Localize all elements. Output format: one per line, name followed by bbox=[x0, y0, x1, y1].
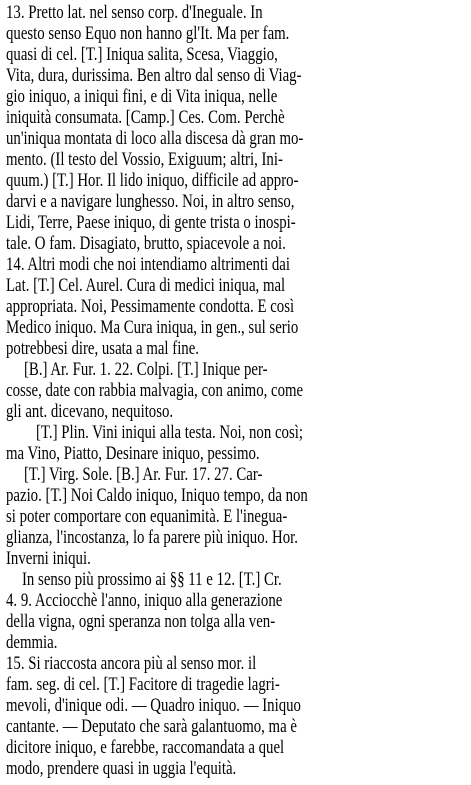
text-line: modo, prendere quasi in uggia l'equità. bbox=[6, 758, 237, 779]
text-line: si poter comportare con equanimità. E l'inegua- bbox=[6, 506, 288, 527]
text-line: iniquità consumata. [Camp.] Ces. Com. Perchè bbox=[6, 107, 285, 128]
text-line: cosse, date con rabbia malvagia, con animo, come bbox=[6, 380, 304, 401]
text-line: [B.] Ar. Fur. 1. 22. Colpi. [T.] Inique per- bbox=[24, 359, 268, 380]
text-line: mevoli, d'inique odi. — Quadro iniquo. — Iniquo bbox=[6, 695, 301, 716]
text-line: un'iniqua montata di loco alla discesa dà gran mo- bbox=[6, 128, 304, 149]
text-line: demmia. bbox=[6, 632, 58, 653]
text-line: cantante. — Deputato che sarà galantuomo, ma è bbox=[6, 716, 297, 737]
text-line: gio iniquo, a iniqui fini, e di Vita iniqua, nelle bbox=[6, 86, 278, 107]
text-line: ma Vino, Piatto, Desinare iniquo, pessimo. bbox=[6, 443, 260, 464]
text-line: Inverni iniqui. bbox=[6, 548, 91, 569]
text-line: dicitore iniquo, e farebbe, raccomandata a quel bbox=[6, 737, 285, 758]
text-line: mento. (Il testo del Vossio, Exiguum; altri, Ini- bbox=[6, 149, 283, 170]
text-line: quasi di cel. [T.] Iniqua salita, Scesa, Viaggio, bbox=[6, 44, 278, 65]
text-line: Medico iniquo. Ma Cura iniqua, in gen., sul serio bbox=[6, 317, 299, 338]
text-line: gli ant. dicevano, nequitoso. bbox=[6, 401, 174, 422]
text-line: [T.] Virg. Sole. [B.] Ar. Fur. 17. 27. Car- bbox=[24, 464, 263, 485]
text-line: questo senso Equo non hanno gl'It. Ma per fam. bbox=[6, 23, 290, 44]
text-line: appropriata. Noi, Pessimamente condotta. E così bbox=[6, 296, 295, 317]
text-line: della vigna, ogni speranza non tolga alla ven- bbox=[6, 611, 276, 632]
text-line: quum.) [T.] Hor. Il lido iniquo, difficile ad appro- bbox=[6, 170, 299, 191]
text-line: 13. Pretto lat. nel senso corp. d'Ineguale. In bbox=[6, 2, 263, 23]
text-line: fam. seg. di cel. [T.] Facitore di tragedie lagri- bbox=[6, 674, 280, 695]
text-line: pazio. [T.] Noi Caldo iniquo, Iniquo tempo, da non bbox=[6, 485, 308, 506]
text-line: [T.] Plin. Vini iniqui alla testa. Noi, non così; bbox=[36, 422, 303, 443]
text-line: Lat. [T.] Cel. Aurel. Cura di medici iniqua, mal bbox=[6, 275, 286, 296]
text-line: In senso più prossimo ai §§ 11 e 12. [T.] Cr. bbox=[22, 569, 282, 590]
text-line: 4. 9. Acciocchè l'anno, iniquo alla generazione bbox=[6, 590, 283, 611]
text-line: darvi e a navigare lunghesso. Noi, in altro senso, bbox=[6, 191, 295, 212]
text-line: glianza, l'incostanza, lo fa parere più iniquo. Hor. bbox=[6, 527, 298, 548]
text-line: 14. Altri modi che noi intendiamo altrimenti dai bbox=[6, 254, 291, 275]
text-line: Lidi, Terre, Paese iniquo, di gente trista o inospi- bbox=[6, 212, 296, 233]
text-line: potrebbesi dire, usata a mal fine. bbox=[6, 338, 200, 359]
text-line: tale. O fam. Disagiato, brutto, spiacevole a noi. bbox=[6, 233, 286, 254]
text-line: 15. Si riaccosta ancora più al senso mor. il bbox=[6, 653, 257, 674]
text-line: Vita, dura, durissima. Ben altro dal senso di Viag- bbox=[6, 65, 302, 86]
